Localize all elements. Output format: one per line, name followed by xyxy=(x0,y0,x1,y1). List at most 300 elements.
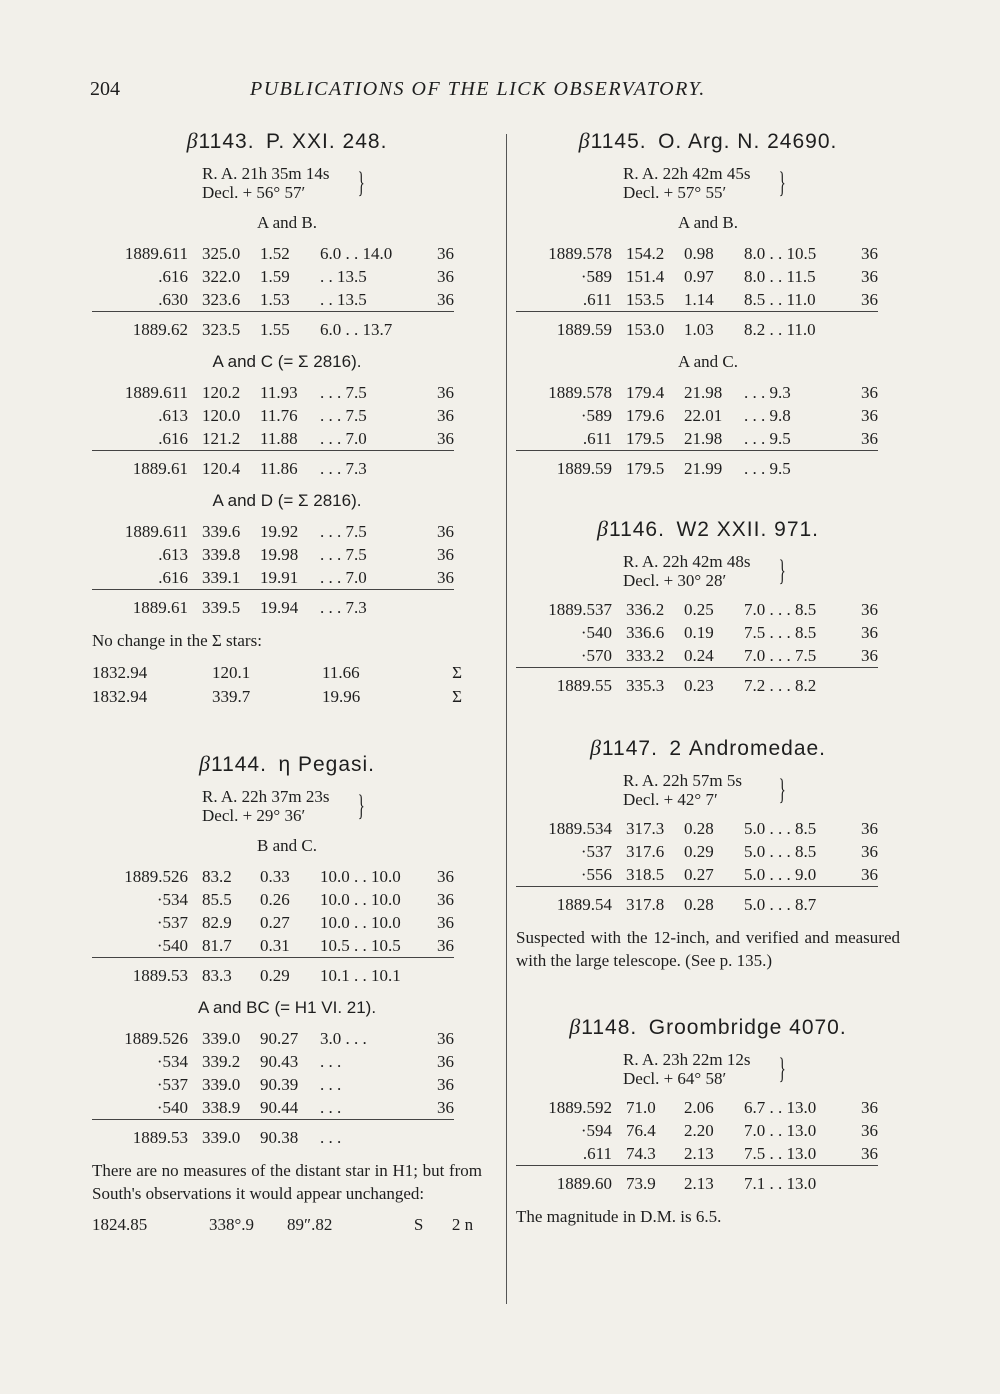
cell-mag: 8.0 . . 10.5 xyxy=(744,244,817,263)
measure-row xyxy=(92,1073,454,1096)
cell-sep: 0.26 xyxy=(260,890,290,909)
brace-glyph: } xyxy=(778,554,786,587)
measure-row xyxy=(92,543,454,566)
cell-date: ·589 xyxy=(580,267,612,286)
measure-row xyxy=(92,381,454,404)
cell-obs: 36 xyxy=(437,267,454,286)
cell-mag: 8.2 . . 11.0 xyxy=(744,320,816,339)
brace-glyph: } xyxy=(778,1052,786,1085)
cell-sep: 0.29 xyxy=(684,842,714,861)
cell-pa: 83.2 xyxy=(202,867,232,886)
mean-row xyxy=(92,590,454,620)
left-column xyxy=(92,120,482,1239)
star-number: 1148. xyxy=(581,1016,638,1039)
cell-obs: 36 xyxy=(437,545,454,564)
cell-date: 1889.611 xyxy=(124,522,188,541)
cell-sep: 19.98 xyxy=(260,545,299,564)
cell-sep: 0.98 xyxy=(684,244,714,263)
cell-obs xyxy=(848,1166,878,1196)
right-ascension: R. A. 22h 42m 45s xyxy=(623,164,751,183)
star-name: O. Arg. N. 24690. xyxy=(658,130,838,153)
cell-date: ·540 xyxy=(580,623,612,642)
measure-row xyxy=(516,1096,878,1119)
brace-glyph: } xyxy=(357,789,365,822)
sigma-cell: 19.96 xyxy=(322,687,361,706)
pair-label: A and B. xyxy=(257,213,317,232)
measure-row xyxy=(92,242,454,265)
cell-pa: 153.5 xyxy=(626,288,684,312)
cell-mag: 5.0 . . . 8.7 xyxy=(744,895,817,914)
note-paragraph: There are no measures of the distant star in H1; but from South's observations it would appear unchanged: xyxy=(92,1161,482,1203)
cell-sep: 19.94 xyxy=(260,598,299,617)
measure-row xyxy=(92,1050,454,1073)
cell-obs: 36 xyxy=(861,842,878,861)
cell-sep: 0.27 xyxy=(684,863,744,887)
measure-row xyxy=(516,242,878,265)
cell-sep: 11.86 xyxy=(260,459,298,478)
cell-pa: 339.0 xyxy=(202,1128,241,1147)
right-column xyxy=(516,120,900,1228)
cell-mag: . . . xyxy=(320,1128,342,1147)
cell-pa: 120.0 xyxy=(202,406,241,425)
right-ascension: R. A. 22h 42m 48s xyxy=(623,552,751,571)
cell-date: 1889.53 xyxy=(132,1128,188,1147)
cell-date: 1889.59 xyxy=(556,320,612,339)
star-heading xyxy=(516,1012,900,1042)
cell-mag: 10.0 . . 10.0 xyxy=(320,913,401,932)
cell-sep: 2.13 xyxy=(684,1142,744,1166)
cell-date: 1889.62 xyxy=(132,320,188,339)
cell-date: .611 xyxy=(516,288,626,312)
star-name: η Pegasi. xyxy=(278,753,376,776)
cell-mag: 10.0 . . 10.0 xyxy=(320,867,401,886)
cell-date: 1889.61 xyxy=(132,598,188,617)
cell-pa: 81.7 xyxy=(202,934,260,958)
cell-sep: 0.23 xyxy=(684,676,714,695)
cell-sep: 19.92 xyxy=(260,522,299,541)
cell-pa: 76.4 xyxy=(626,1121,656,1140)
pair-label: A and C (= Σ 2816). xyxy=(212,352,362,371)
mean-row xyxy=(516,1142,878,1166)
cell-sep: 11.88 xyxy=(260,427,320,451)
cell-pa: 151.4 xyxy=(626,267,665,286)
cell-obs: 36 xyxy=(861,406,878,425)
cell-mag: . . . 9.8 xyxy=(744,406,791,425)
cell-sep: 1.03 xyxy=(684,320,714,339)
mean-row xyxy=(516,312,878,342)
cell-sep: 0.31 xyxy=(260,934,320,958)
measure-row xyxy=(516,404,878,427)
cell-mag: 8.5 . . 11.0 xyxy=(744,288,848,312)
cell-mag: . . . 9.5 xyxy=(744,459,791,478)
cell-mag: 10.0 . . 10.0 xyxy=(320,890,401,909)
cell-date: 1889.534 xyxy=(548,819,612,838)
cell-mag: 6.7 . . 13.0 xyxy=(744,1098,817,1117)
cell-sep: 90.38 xyxy=(260,1128,299,1147)
cell-date: .611 xyxy=(516,1142,626,1166)
measure-row xyxy=(92,404,454,427)
sigma-cell: 1832.94 xyxy=(92,663,148,682)
brace-glyph: } xyxy=(778,773,786,806)
measures-table xyxy=(516,1096,878,1195)
cell-pa: 336.6 xyxy=(626,623,665,642)
entry-b1143 xyxy=(92,126,482,709)
cell-pa: 179.6 xyxy=(626,406,665,425)
declination: Decl. + 30° 28′ xyxy=(623,571,727,590)
cell-pa: 339.0 xyxy=(202,1029,241,1048)
cell-pa: 339.0 xyxy=(202,1075,241,1094)
cell-obs xyxy=(848,668,878,698)
cell-date: 1889.59 xyxy=(556,459,612,478)
cell-sep: 19.91 xyxy=(260,566,320,590)
cell-obs: 36 xyxy=(437,244,454,263)
cell-pa: 74.3 xyxy=(626,1142,684,1166)
cell-date: 1889.578 xyxy=(548,244,612,263)
cell-date: 1889.592 xyxy=(548,1098,612,1117)
entry-b1146 xyxy=(516,514,900,697)
mean-row xyxy=(92,288,454,312)
pair-label: A and C. xyxy=(678,352,738,371)
entry-b1145 xyxy=(516,126,900,480)
coordinates-block xyxy=(623,552,793,590)
measure-row xyxy=(516,381,878,404)
cell-pa: 323.6 xyxy=(202,288,260,312)
cell-mag: . . . xyxy=(320,1052,342,1071)
measure-row xyxy=(516,265,878,288)
cell-obs: 36 xyxy=(437,406,454,425)
cell-mag: 7.0 . . . 7.5 xyxy=(744,644,848,668)
cell-date: .630 xyxy=(92,288,202,312)
cell-date: ·534 xyxy=(156,1052,188,1071)
sigma-cell: Σ xyxy=(452,663,462,682)
cell-obs xyxy=(424,1120,454,1150)
mean-row xyxy=(516,863,878,887)
sigma-cell: 339.7 xyxy=(212,687,251,706)
coordinates-block xyxy=(623,771,793,809)
cell-mag: 3.0 . . . xyxy=(320,1029,367,1048)
measures-table xyxy=(516,242,878,341)
right-ascension: R. A. 22h 57m 5s xyxy=(623,771,743,790)
cell-mag: 10.5 . . 10.5 xyxy=(320,934,424,958)
cell-obs: 36 xyxy=(861,267,878,286)
cell-sep: 1.14 xyxy=(684,288,744,312)
cell-mag: . . . xyxy=(320,1096,424,1120)
sigma-cell: 1832.94 xyxy=(92,687,148,706)
cell-obs: 36 xyxy=(424,1096,454,1120)
cell-sep: 2.20 xyxy=(684,1121,714,1140)
declination: Decl. + 42° 7′ xyxy=(623,790,718,809)
cell-mag: . . . 7.5 xyxy=(320,522,367,541)
cell-date: 1889.611 xyxy=(124,383,188,402)
cell-pa: 339.5 xyxy=(202,598,241,617)
cell-sep: 90.39 xyxy=(260,1075,299,1094)
measure-row xyxy=(92,1027,454,1050)
cell-date: ·537 xyxy=(156,913,188,932)
cell-obs: 36 xyxy=(437,383,454,402)
cell-obs: 36 xyxy=(437,1029,454,1048)
cell-sep: 0.25 xyxy=(684,600,714,619)
sigma-row xyxy=(92,661,482,685)
cell-sep: 0.27 xyxy=(260,913,290,932)
cell-obs: 36 xyxy=(437,1052,454,1071)
pair-label: B and C. xyxy=(257,836,317,855)
cell-mag: . . 13.5 xyxy=(320,288,424,312)
cell-mag: 5.0 . . . 9.0 xyxy=(744,863,848,887)
cell-date: .611 xyxy=(516,427,626,451)
cell-mag: . . . 7.5 xyxy=(320,383,367,402)
brace-glyph: } xyxy=(778,166,786,199)
mean-row xyxy=(92,1096,454,1120)
cell-obs: 36 xyxy=(861,600,878,619)
right-ascension: R. A. 22h 37m 23s xyxy=(202,787,330,806)
south-cell: S xyxy=(413,1215,424,1234)
cell-mag: . . . 7.3 xyxy=(320,598,367,617)
cell-mag: 5.0 . . . 8.5 xyxy=(744,842,817,861)
south-row xyxy=(92,1215,482,1239)
cell-date: 1889.53 xyxy=(132,966,188,985)
cell-sep: 90.44 xyxy=(260,1096,320,1120)
cell-pa: 85.5 xyxy=(202,890,232,909)
cell-sep: 0.29 xyxy=(260,966,290,985)
measures-table xyxy=(92,865,454,987)
south-cell: 1824.85 xyxy=(92,1215,148,1234)
cell-date: .616 xyxy=(92,566,202,590)
cell-date: ·540 xyxy=(92,1096,202,1120)
measure-row xyxy=(92,520,454,543)
mean-row xyxy=(92,1120,454,1150)
cell-mag: . . . xyxy=(320,1075,342,1094)
cell-pa: 154.2 xyxy=(626,244,665,263)
cell-mag: 7.0 . . 13.0 xyxy=(744,1121,817,1140)
cell-pa: 318.5 xyxy=(626,863,684,887)
measure-row xyxy=(92,911,454,934)
mean-row xyxy=(516,451,878,481)
mean-row xyxy=(516,288,878,312)
measure-row xyxy=(92,265,454,288)
cell-date: 1889.611 xyxy=(124,244,188,263)
cell-obs: 36 xyxy=(848,644,878,668)
star-heading xyxy=(92,126,482,156)
cell-pa: 82.9 xyxy=(202,913,232,932)
cell-sep: 1.53 xyxy=(260,288,320,312)
cell-obs: 36 xyxy=(424,566,454,590)
cell-sep: 1.55 xyxy=(260,320,290,339)
star-heading xyxy=(516,733,900,763)
page-number: 204 xyxy=(90,78,120,100)
cell-obs: 36 xyxy=(424,288,454,312)
cell-mag: 5.0 . . . 8.5 xyxy=(744,819,817,838)
cell-pa: 73.9 xyxy=(626,1174,656,1193)
cell-sep: 11.76 xyxy=(260,406,298,425)
measure-row xyxy=(516,598,878,621)
entry-b1144 xyxy=(92,749,482,1239)
cell-pa: 339.1 xyxy=(202,566,260,590)
cell-obs: 36 xyxy=(437,867,454,886)
cell-mag: . . . 7.5 xyxy=(320,545,367,564)
cell-obs: 36 xyxy=(437,1075,454,1094)
mean-row xyxy=(92,312,454,342)
cell-date: ·570 xyxy=(516,644,626,668)
cell-obs xyxy=(424,958,454,988)
measures-table xyxy=(92,381,454,480)
no-change-note: No change in the Σ stars: xyxy=(92,631,262,650)
cell-date: .616 xyxy=(158,267,188,286)
cell-sep: 21.98 xyxy=(684,383,723,402)
note-paragraph: Suspected with the 12-inch, and verified and measured with the large telescope. (See p. 135.) xyxy=(516,928,900,970)
cell-sep: 2.13 xyxy=(684,1174,714,1193)
mean-row xyxy=(516,668,878,698)
cell-mag: 7.2 . . . 8.2 xyxy=(744,676,817,695)
cell-mag: . . . 7.0 xyxy=(320,566,424,590)
beta-symbol: β xyxy=(198,751,211,776)
star-name: W2 XXII. 971. xyxy=(676,518,820,541)
star-number: 1146. xyxy=(608,518,665,541)
coordinates-block xyxy=(202,164,372,202)
cell-pa: 153.0 xyxy=(626,320,665,339)
cell-pa: 325.0 xyxy=(202,244,241,263)
cell-pa: 120.4 xyxy=(202,459,241,478)
cell-sep: 0.97 xyxy=(684,267,714,286)
cell-obs xyxy=(424,590,454,620)
cell-pa: 323.5 xyxy=(202,320,241,339)
cell-obs: 36 xyxy=(861,1098,878,1117)
declination: Decl. + 64° 58′ xyxy=(623,1069,727,1088)
cell-mag: . . . 9.5 xyxy=(744,427,848,451)
cell-mag: 6.0 . . 13.7 xyxy=(320,320,393,339)
cell-date: 1889.54 xyxy=(556,895,612,914)
cell-obs: 36 xyxy=(861,383,878,402)
measure-row xyxy=(516,840,878,863)
star-number: 1144. xyxy=(210,753,267,776)
pair-label: A and BC (= H1 VI. 21). xyxy=(197,998,377,1017)
cell-obs: 36 xyxy=(861,623,878,642)
cell-date: 1889.526 xyxy=(124,867,188,886)
cell-pa: 317.3 xyxy=(626,819,665,838)
cell-sep: 21.98 xyxy=(684,427,744,451)
cell-mag: 8.0 . . 11.5 xyxy=(744,267,816,286)
measures-table xyxy=(516,598,878,697)
star-name: P. XXI. 248. xyxy=(266,130,388,153)
cell-pa: 336.2 xyxy=(626,600,665,619)
south-cell: 338°.9 xyxy=(209,1215,255,1234)
cell-date: .613 xyxy=(158,545,188,564)
cell-pa: 120.2 xyxy=(202,383,241,402)
cell-mag: 7.0 . . . 8.5 xyxy=(744,600,817,619)
star-heading xyxy=(92,749,482,779)
beta-symbol: β xyxy=(578,128,591,153)
cell-mag: . . . 7.5 xyxy=(320,406,367,425)
pair-label: A and D (= Σ 2816). xyxy=(212,491,362,510)
cell-date: ·534 xyxy=(156,890,188,909)
measures-table xyxy=(516,381,878,480)
mean-row xyxy=(516,887,878,917)
cell-sep: 2.06 xyxy=(684,1098,714,1117)
measure-row xyxy=(92,888,454,911)
star-heading xyxy=(516,514,900,544)
measure-row xyxy=(92,865,454,888)
cell-obs: 36 xyxy=(424,934,454,958)
cell-date: 1889.61 xyxy=(132,459,188,478)
cell-sep: 0.24 xyxy=(684,644,744,668)
cell-pa: 339.2 xyxy=(202,1052,241,1071)
cell-mag: . . . 7.0 xyxy=(320,427,424,451)
sigma-table xyxy=(92,661,482,709)
cell-sep: 1.52 xyxy=(260,244,290,263)
mean-row xyxy=(516,1166,878,1196)
cell-pa: 322.0 xyxy=(202,267,241,286)
mean-row xyxy=(92,958,454,988)
cell-obs xyxy=(848,312,878,342)
cell-pa: 333.2 xyxy=(626,644,684,668)
entry-b1148 xyxy=(516,1012,900,1228)
south-cell: 89″.82 xyxy=(287,1215,333,1234)
cell-obs xyxy=(848,451,878,481)
cell-obs: 36 xyxy=(437,890,454,909)
entry-b1147 xyxy=(516,733,900,972)
south-cell: 2 n xyxy=(451,1215,474,1234)
declination: Decl. + 56° 57′ xyxy=(202,183,306,202)
cell-mag: 10.1 . . 10.1 xyxy=(320,966,401,985)
sigma-row xyxy=(92,685,482,709)
cell-pa: 179.5 xyxy=(626,427,684,451)
cell-obs: 36 xyxy=(848,288,878,312)
cell-pa: 317.6 xyxy=(626,842,665,861)
cell-obs: 36 xyxy=(861,244,878,263)
cell-mag: . . 13.5 xyxy=(320,267,367,286)
measure-row xyxy=(516,621,878,644)
cell-sep: 90.27 xyxy=(260,1029,299,1048)
cell-pa: 71.0 xyxy=(626,1098,656,1117)
cell-date: ·556 xyxy=(516,863,626,887)
cell-pa: 339.6 xyxy=(202,522,241,541)
right-ascension: R. A. 21h 35m 14s xyxy=(202,164,330,183)
sigma-cell: 120.1 xyxy=(212,663,251,682)
measure-row xyxy=(516,1119,878,1142)
right-ascension: R. A. 23h 22m 12s xyxy=(623,1050,751,1069)
cell-obs: 36 xyxy=(848,427,878,451)
cell-sep: 11.93 xyxy=(260,383,298,402)
declination: Decl. + 57° 55′ xyxy=(623,183,727,202)
coordinates-block xyxy=(623,164,793,202)
cell-mag: . . . 9.3 xyxy=(744,383,791,402)
cell-mag: 6.0 . . 14.0 xyxy=(320,244,393,263)
mean-row xyxy=(92,566,454,590)
star-heading xyxy=(516,126,900,156)
cell-sep: 90.43 xyxy=(260,1052,299,1071)
cell-pa: 179.5 xyxy=(626,459,665,478)
coordinates-block xyxy=(623,1050,793,1088)
cell-date: 1889.526 xyxy=(124,1029,188,1048)
cell-pa: 338.9 xyxy=(202,1096,260,1120)
cell-date: .613 xyxy=(158,406,188,425)
mean-row xyxy=(92,451,454,481)
sigma-cell: Σ xyxy=(452,687,462,706)
column-divider xyxy=(506,134,507,1304)
cell-date: ·589 xyxy=(580,406,612,425)
cell-mag: 7.1 . . 13.0 xyxy=(744,1174,817,1193)
cell-pa: 121.2 xyxy=(202,427,260,451)
cell-date: ·537 xyxy=(156,1075,188,1094)
measures-table xyxy=(516,817,878,916)
beta-symbol: β xyxy=(186,128,199,153)
cell-date: 1889.578 xyxy=(548,383,612,402)
cell-date: ·537 xyxy=(580,842,612,861)
cell-obs xyxy=(424,451,454,481)
measures-table xyxy=(92,242,454,341)
beta-symbol: β xyxy=(569,1014,582,1039)
cell-obs: 36 xyxy=(861,1121,878,1140)
cell-sep: 0.19 xyxy=(684,623,714,642)
